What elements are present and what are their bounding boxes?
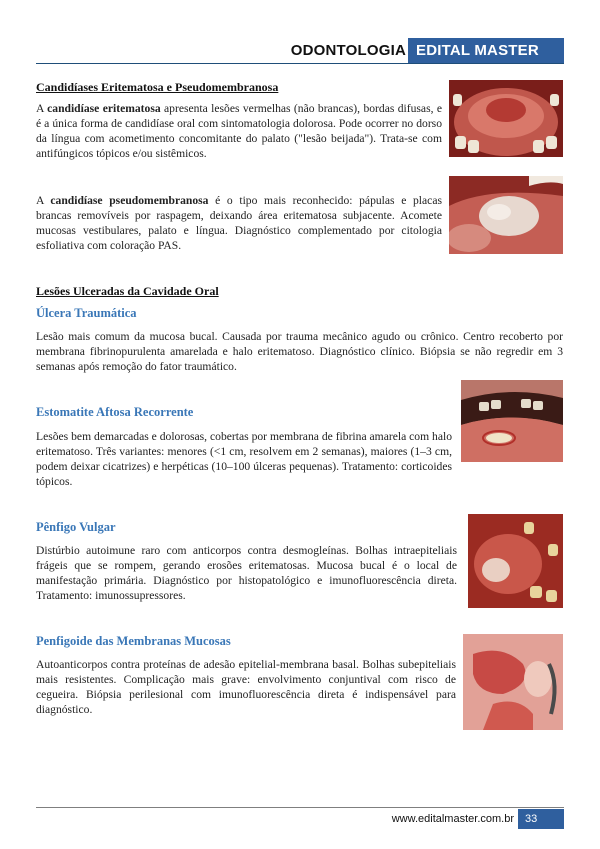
subtitle-penfigoide: Penfigoide das Membranas Mucosas <box>36 634 231 648</box>
header-rule <box>36 63 564 64</box>
subtitle-ulcera-traumatica: Úlcera Traumática <box>36 306 137 320</box>
footer-rule <box>36 807 564 808</box>
paragraph-estomatite-aftosa: Lesões bem demarcadas e dolorosas, cobertas por membrana de fibrina amarela com halo eritematoso. Três variantes: menores (<1 cm, resolvem em 2 semanas), maiores (1–3 cm, podem deixar cicatrizes) e herpéticas (10–100 úlceras pequenas). Tratamento: corticoides tópicos. <box>36 430 452 488</box>
section-title-ulceradas: Lesões Ulceradas da Cavidade Oral <box>36 284 219 298</box>
photo-candidiase-pseudomembranosa <box>449 176 563 254</box>
subtitle-estomatite-aftosa: Estomatite Aftosa Recorrente <box>36 405 194 419</box>
paragraph-penfigo-vulgar: Distúrbio autoimune raro com anticorpos contra desmogleínas. Bolhas intraepiteliais frágeis que se rompem, gerando erosões eritematosas. Mucosa bucal é o local de manifestação primária. Diagnóstico por histopatológico e imunofluorescência direta. Tratamento: imunossupressores. <box>36 544 457 602</box>
paragraph-ulcera-traumatica: Lesão mais comum da mucosa bucal. Causada por trauma mecânico agudo ou crônico. Centro recoberto por membrana fibrinopurulenta amarelada e halo eritematoso. Diagnóstico clínico. Biópsia se não regredir em 3 semanas após remoção do fator traumático. <box>36 330 563 373</box>
paragraph-candidiase-pseudomembranosa: A candidíase pseudomembranosa é o tipo mais reconhecido: pápulas e placas brancas removíveis por raspagem, deixando área eritematosa subjacente. Acomete mucosas vestibulares, palato e língua. Diagnóstico complementado por citologia esfoliativa com coloração PAS. <box>36 194 442 252</box>
header-subject: ODONTOLOGIA <box>290 42 406 59</box>
paragraph-candidiase-eritematosa: A candidíase eritematosa apresenta lesões vermelhas (não brancas), bordas difusas, e é a única forma de candidíase oral com sintomatologia dolorosa. Pode ocorrer no dorso da língua com acometimento concomitante do palato ("lesão beijada"). Trata-se com antifúngicos tópicos e/ou sistêmicos. <box>36 102 443 160</box>
photo-penfigoide <box>463 634 563 730</box>
subtitle-penfigo-vulgar: Pênfigo Vulgar <box>36 520 116 534</box>
section-title-candidiase: Candidíases Eritematosa e Pseudomembranosa <box>36 80 279 94</box>
photo-candidiase-eritematosa <box>449 80 563 157</box>
page-header <box>36 38 564 64</box>
footer-url[interactable]: www.editalmaster.com.br <box>391 813 514 825</box>
photo-estomatite-aftosa <box>461 380 563 462</box>
page-number: 33 <box>518 809 564 829</box>
photo-penfigo-vulgar <box>468 514 563 608</box>
header-brand: EDITAL MASTER <box>408 38 564 64</box>
paragraph-penfigoide: Autoanticorpos contra proteínas de adesão epitelial-membrana basal. Bolhas subepiteliais mais resistentes. Complicação mais grave: envolvimento conjuntival com risco de cegueira. Biópsia perilesional com imunofluorescência direta é indispensável para diagnóstico. <box>36 658 456 716</box>
